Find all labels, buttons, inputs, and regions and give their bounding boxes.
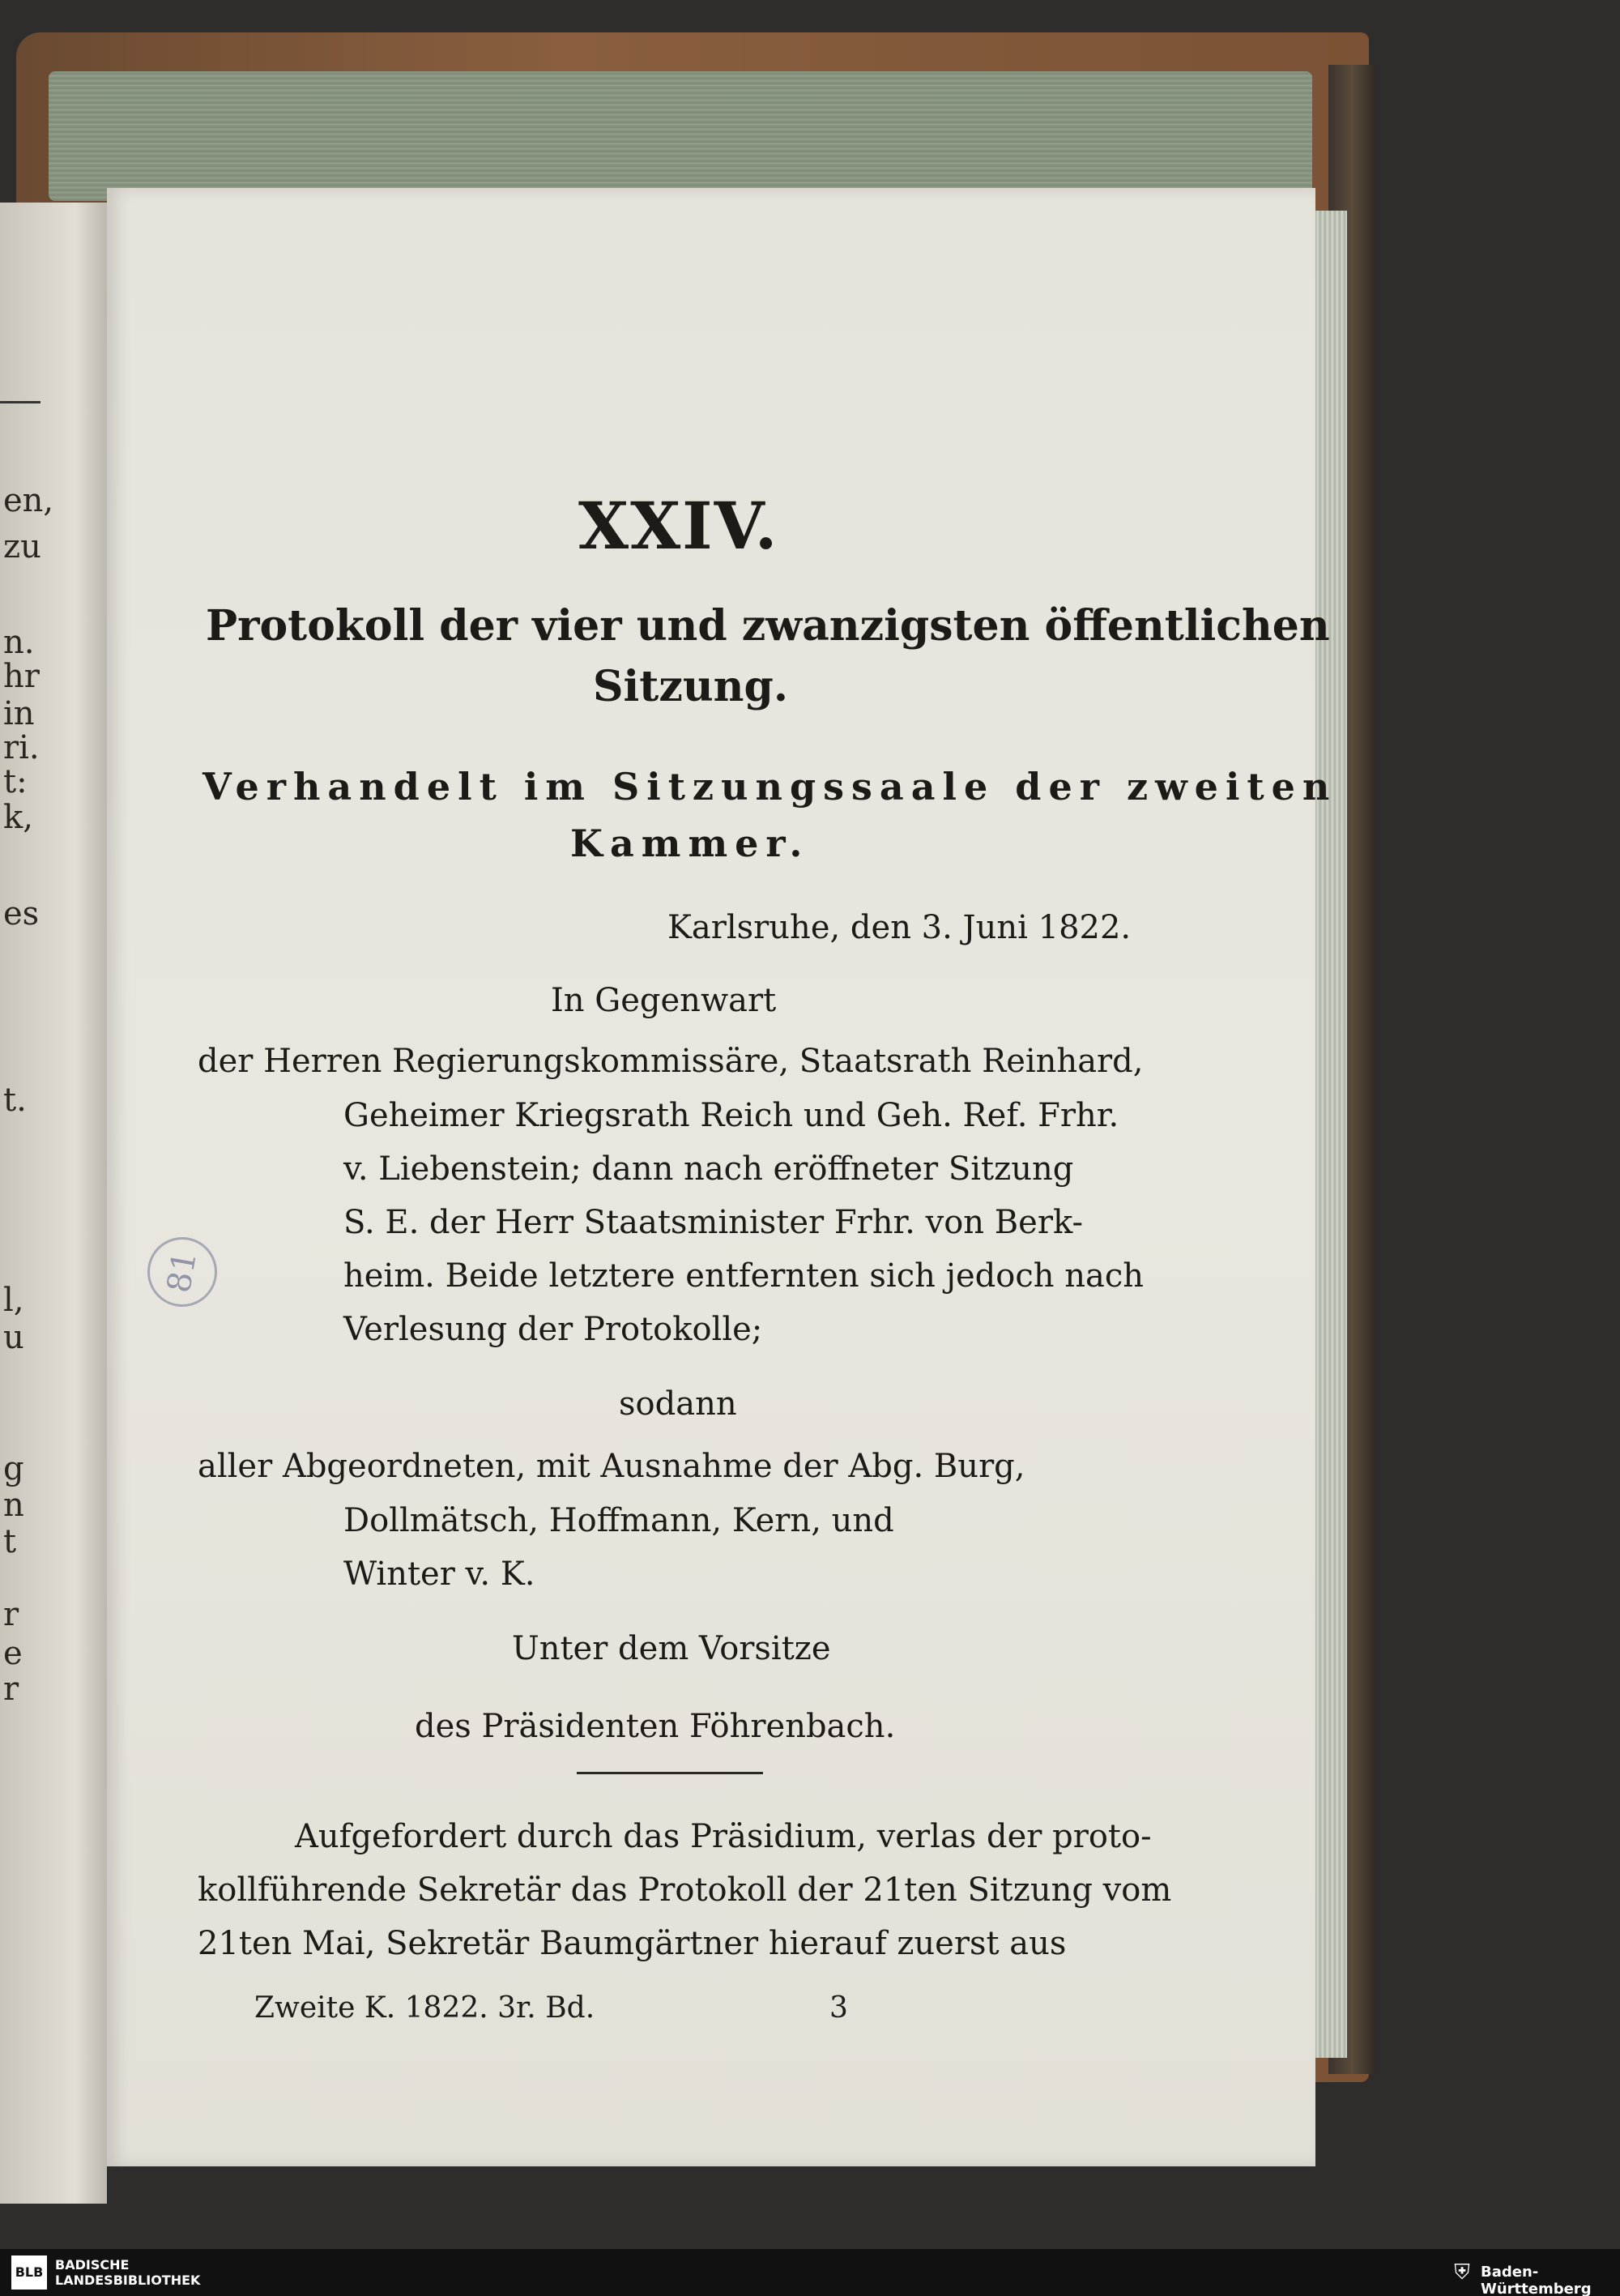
page-edges-top [49, 71, 1312, 201]
left-page-fragment: n [3, 1487, 24, 1524]
library-name-line-2: LANDESBIBLIOTHEK [55, 2273, 201, 2288]
right-page [107, 188, 1337, 2166]
chair-line-2: des Präsidenten Föhrenbach. [415, 1708, 896, 1745]
chair-line-1: Unter dem Vorsitze [512, 1630, 831, 1667]
signature-number: 3 [829, 1991, 848, 2025]
left-page-fragment: t [3, 1523, 17, 1560]
presence-heading: In Gegenwart [551, 982, 777, 1019]
library-stamp: 81 [142, 1231, 223, 1312]
left-page-fragment: g [3, 1450, 24, 1487]
left-page-fragment: r [3, 1596, 19, 1633]
paragraph-line: kollführende Sekretär das Protokoll der 21ten Sitzung vom [198, 1871, 1172, 1909]
place-date: Karlsruhe, den 3. Juni 1822. [667, 909, 1132, 946]
library-name [55, 2257, 200, 2288]
presence-line: Verlesung der Protokolle; [343, 1311, 763, 1348]
left-page-fragment: hr [3, 658, 40, 695]
section-divider [577, 1772, 763, 1774]
section-numeral: XXIV. [578, 488, 779, 564]
state-name[interactable]: Baden-Württemberg [1481, 2264, 1592, 2296]
left-page-fragment: t. [3, 1082, 27, 1119]
left-page-fragment: en, [3, 482, 54, 519]
left-page-fragment: r [3, 1671, 19, 1708]
title-line-2: Sitzung. [593, 662, 788, 711]
subtitle-line-1: Verhandelt im Sitzungssaale der zweiten [202, 765, 1337, 809]
subtitle-line-2: Kammer. [570, 822, 810, 865]
presence-line: der Herren Regierungskommissäre, Staatsrath Reinhard, [198, 1043, 1144, 1080]
left-page-fragment: u [3, 1319, 24, 1356]
left-page-fragment: in [3, 695, 35, 732]
baden-wuerttemberg-crest-icon: ⛨ [1454, 2260, 1470, 2285]
blb-logo[interactable]: BLB [11, 2255, 47, 2290]
viewer-footer [0, 2249, 1620, 2296]
left-page [0, 203, 107, 2204]
left-page-fragment: e [3, 1635, 23, 1672]
delegates-line: Winter v. K. [343, 1556, 535, 1593]
title-line-1: Protokoll der vier und zwanzigsten öffentlichen [206, 601, 1330, 651]
presence-line: S. E. der Herr Staatsminister Frhr. von Berk- [343, 1204, 1084, 1241]
paragraph-line: Aufgefordert durch das Präsidium, verlas der proto- [295, 1818, 1152, 1855]
paragraph-line: 21ten Mai, Sekretär Baumgärtner hierauf zuerst aus [198, 1925, 1067, 1962]
left-page-fragment: k, [3, 799, 33, 836]
left-page-fragment: l, [3, 1282, 24, 1319]
left-page-fragment: n. [3, 624, 35, 661]
presence-line: heim. Beide letztere entfernten sich jedoch nach [343, 1257, 1145, 1295]
left-page-fragment: zu [3, 528, 41, 565]
left-page-fragment: ri. [3, 729, 40, 766]
presence-line: Geheimer Kriegsrath Reich und Geh. Ref. Frhr. [343, 1097, 1119, 1134]
library-name-line-1: BADISCHE [55, 2257, 130, 2273]
left-page-rule [0, 401, 40, 403]
left-page-fragment: es [3, 895, 40, 932]
delegates-line: aller Abgeordneten, mit Ausnahme der Abg. Burg, [198, 1448, 1025, 1485]
then-line: sodann [619, 1385, 737, 1423]
delegates-line: Dollmätsch, Hoffmann, Kern, und [343, 1502, 894, 1539]
presence-line: v. Liebenstein; dann nach eröffneter Sitzung [343, 1150, 1074, 1188]
signature-mark: Zweite K. 1822. 3r. Bd. [254, 1991, 595, 2025]
left-page-fragment: t: [3, 763, 28, 800]
